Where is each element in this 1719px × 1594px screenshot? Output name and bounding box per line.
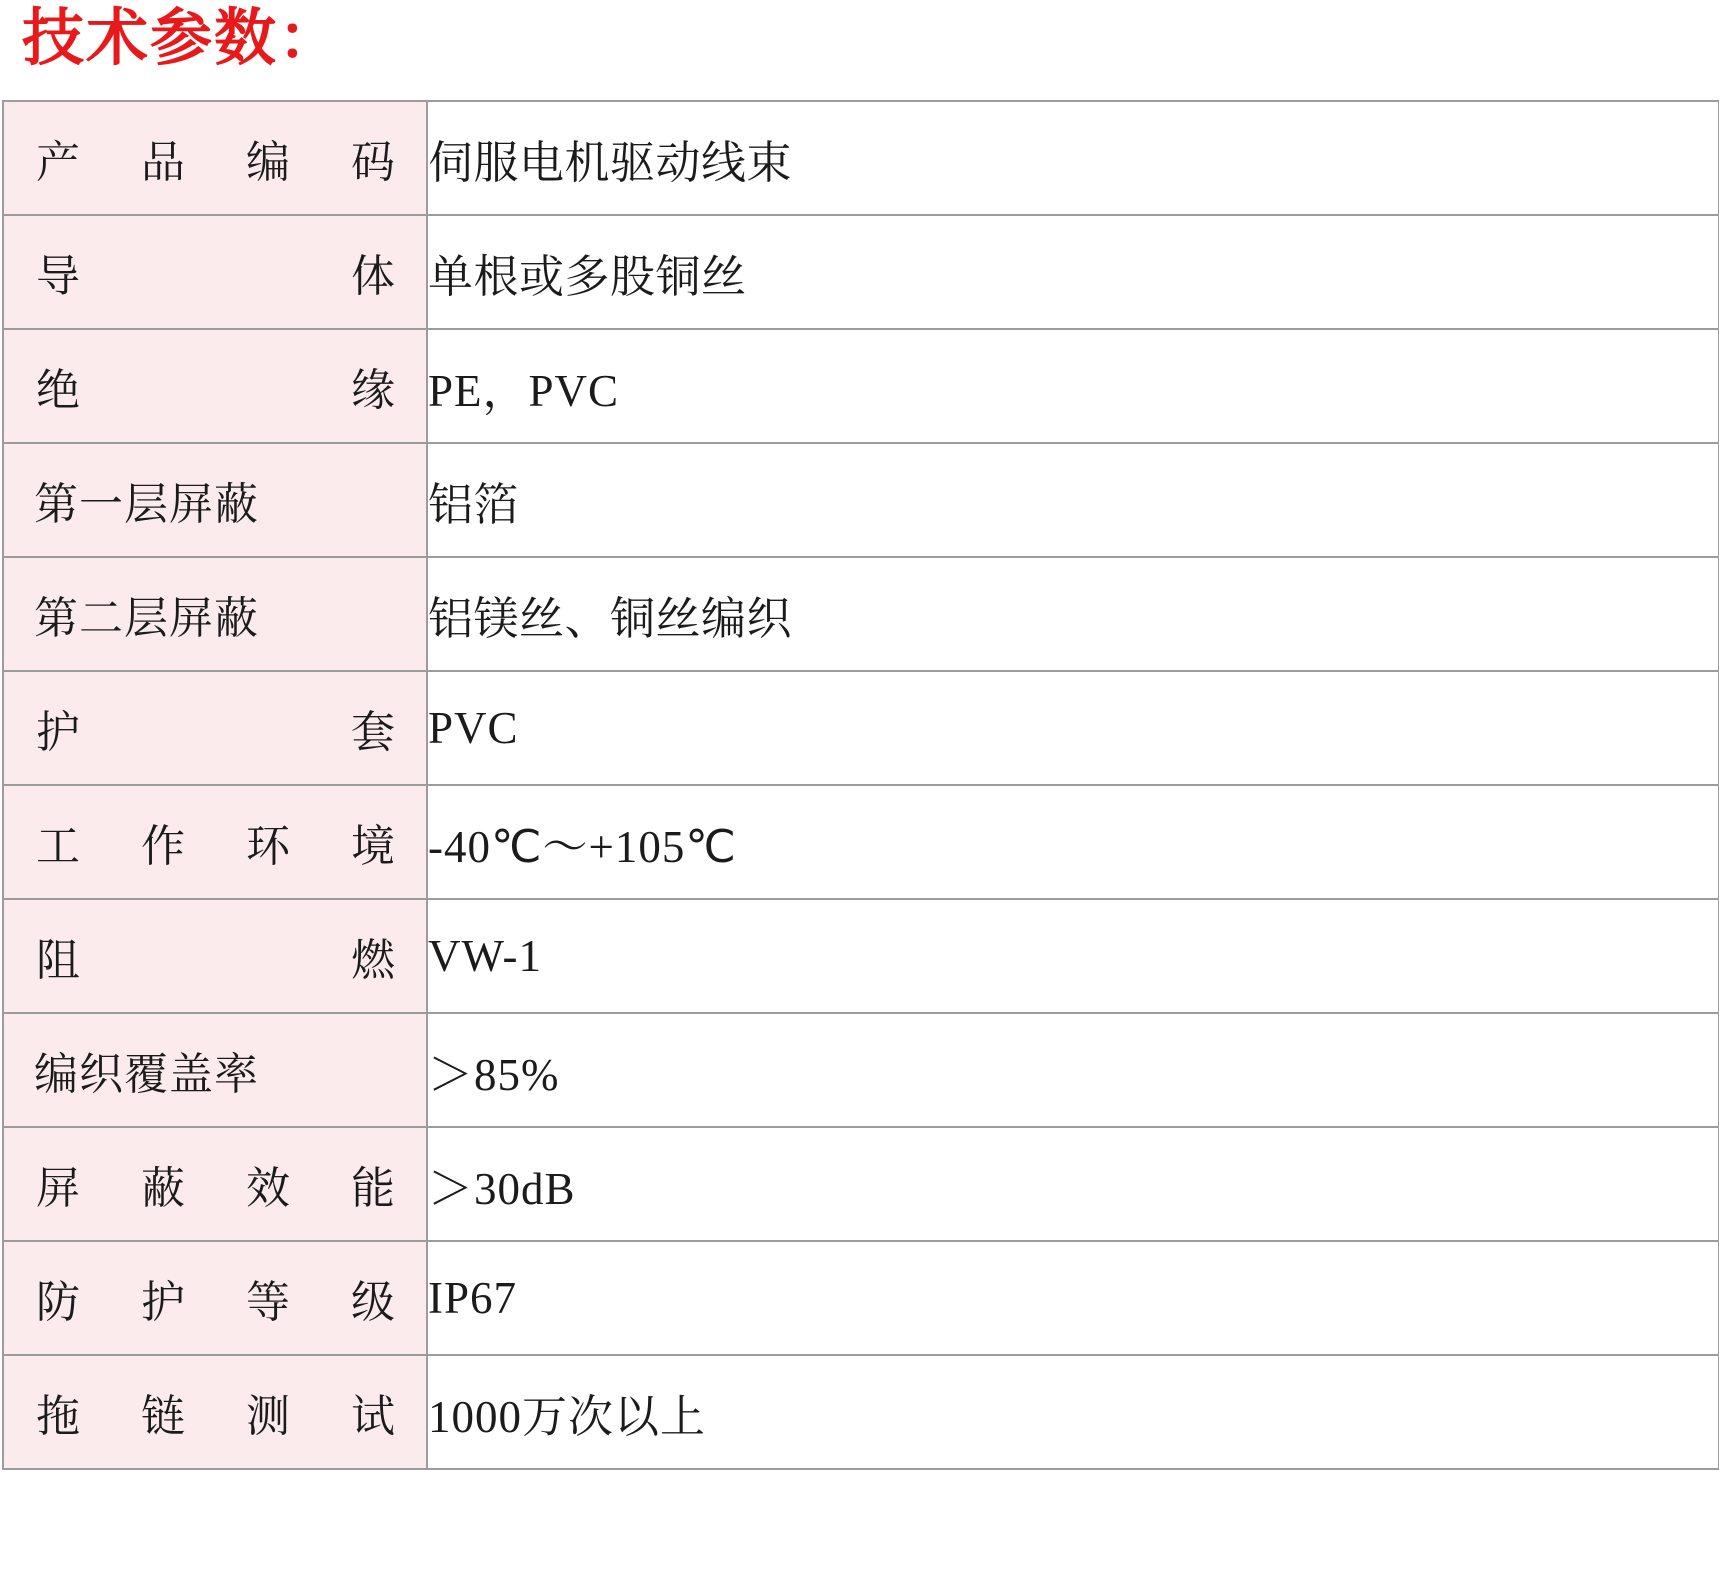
table-row	[3, 1127, 1719, 1241]
row-value-cell	[427, 443, 1719, 557]
row-label-cell	[3, 899, 427, 1013]
row-label-cell	[3, 671, 427, 785]
row-value: ＞85%	[428, 1049, 560, 1100]
row-value: IP67	[428, 1273, 518, 1323]
row-label: 护 套	[36, 708, 396, 757]
row-label-cell	[3, 1355, 427, 1469]
table-row	[3, 1241, 1719, 1355]
row-label-cell	[3, 557, 427, 671]
row-label-cell	[3, 785, 427, 899]
row-value: -40℃～+105℃	[428, 821, 737, 872]
row-label-cell	[3, 1241, 427, 1355]
row-value: 伺服电机驱动线束	[428, 136, 793, 188]
row-value-cell	[427, 101, 1719, 215]
row-label: 导 体	[36, 252, 396, 301]
row-value-cell	[427, 671, 1719, 785]
row-label-cell	[3, 215, 427, 329]
row-value-cell	[427, 1127, 1719, 1241]
row-value: 铝箔	[428, 478, 520, 530]
row-value-cell	[427, 899, 1719, 1013]
table-row	[3, 215, 1719, 329]
row-value-cell	[427, 785, 1719, 899]
row-value-cell	[427, 1355, 1719, 1469]
row-value-cell	[427, 329, 1719, 443]
row-label: 绝 缘	[36, 366, 396, 415]
row-value: PE，PVC	[428, 365, 620, 416]
row-value: PVC	[428, 703, 519, 753]
row-label-cell	[3, 101, 427, 215]
row-label: 编织覆盖率	[34, 1050, 259, 1099]
row-value: VW-1	[428, 931, 542, 981]
row-label: 产 品 编 码	[36, 138, 396, 187]
row-label: 防 护 等 级	[36, 1278, 396, 1327]
row-value-cell	[427, 1013, 1719, 1127]
table-row	[3, 1355, 1719, 1469]
row-value: 铝镁丝、铜丝编织	[428, 592, 793, 644]
row-label: 第二层屏蔽	[34, 594, 259, 643]
row-value: ＞30dB	[428, 1163, 576, 1214]
row-label: 屏 蔽 效 能	[36, 1164, 396, 1213]
table-row	[3, 785, 1719, 899]
row-label: 阻 燃	[36, 936, 396, 985]
row-label-cell	[3, 443, 427, 557]
page-title: 技术参数：	[22, 4, 343, 73]
row-value-cell	[427, 1241, 1719, 1355]
table-row	[3, 899, 1719, 1013]
row-value: 单根或多股铜丝	[428, 250, 747, 302]
row-label-cell	[3, 1013, 427, 1127]
table-row	[3, 557, 1719, 671]
row-label-cell	[3, 1127, 427, 1241]
row-value-cell	[427, 215, 1719, 329]
table-row	[3, 101, 1719, 215]
row-label: 工 作 环 境	[36, 822, 396, 871]
row-label: 拖 链 测 试	[36, 1392, 396, 1441]
table-row	[3, 1013, 1719, 1127]
table-row	[3, 329, 1719, 443]
row-value-cell	[427, 557, 1719, 671]
technical-parameters-table	[2, 100, 1719, 1470]
table-row	[3, 671, 1719, 785]
row-label: 第一层屏蔽	[34, 480, 259, 529]
row-value: 1000万次以上	[428, 1391, 707, 1442]
table-row	[3, 443, 1719, 557]
row-label-cell	[3, 329, 427, 443]
